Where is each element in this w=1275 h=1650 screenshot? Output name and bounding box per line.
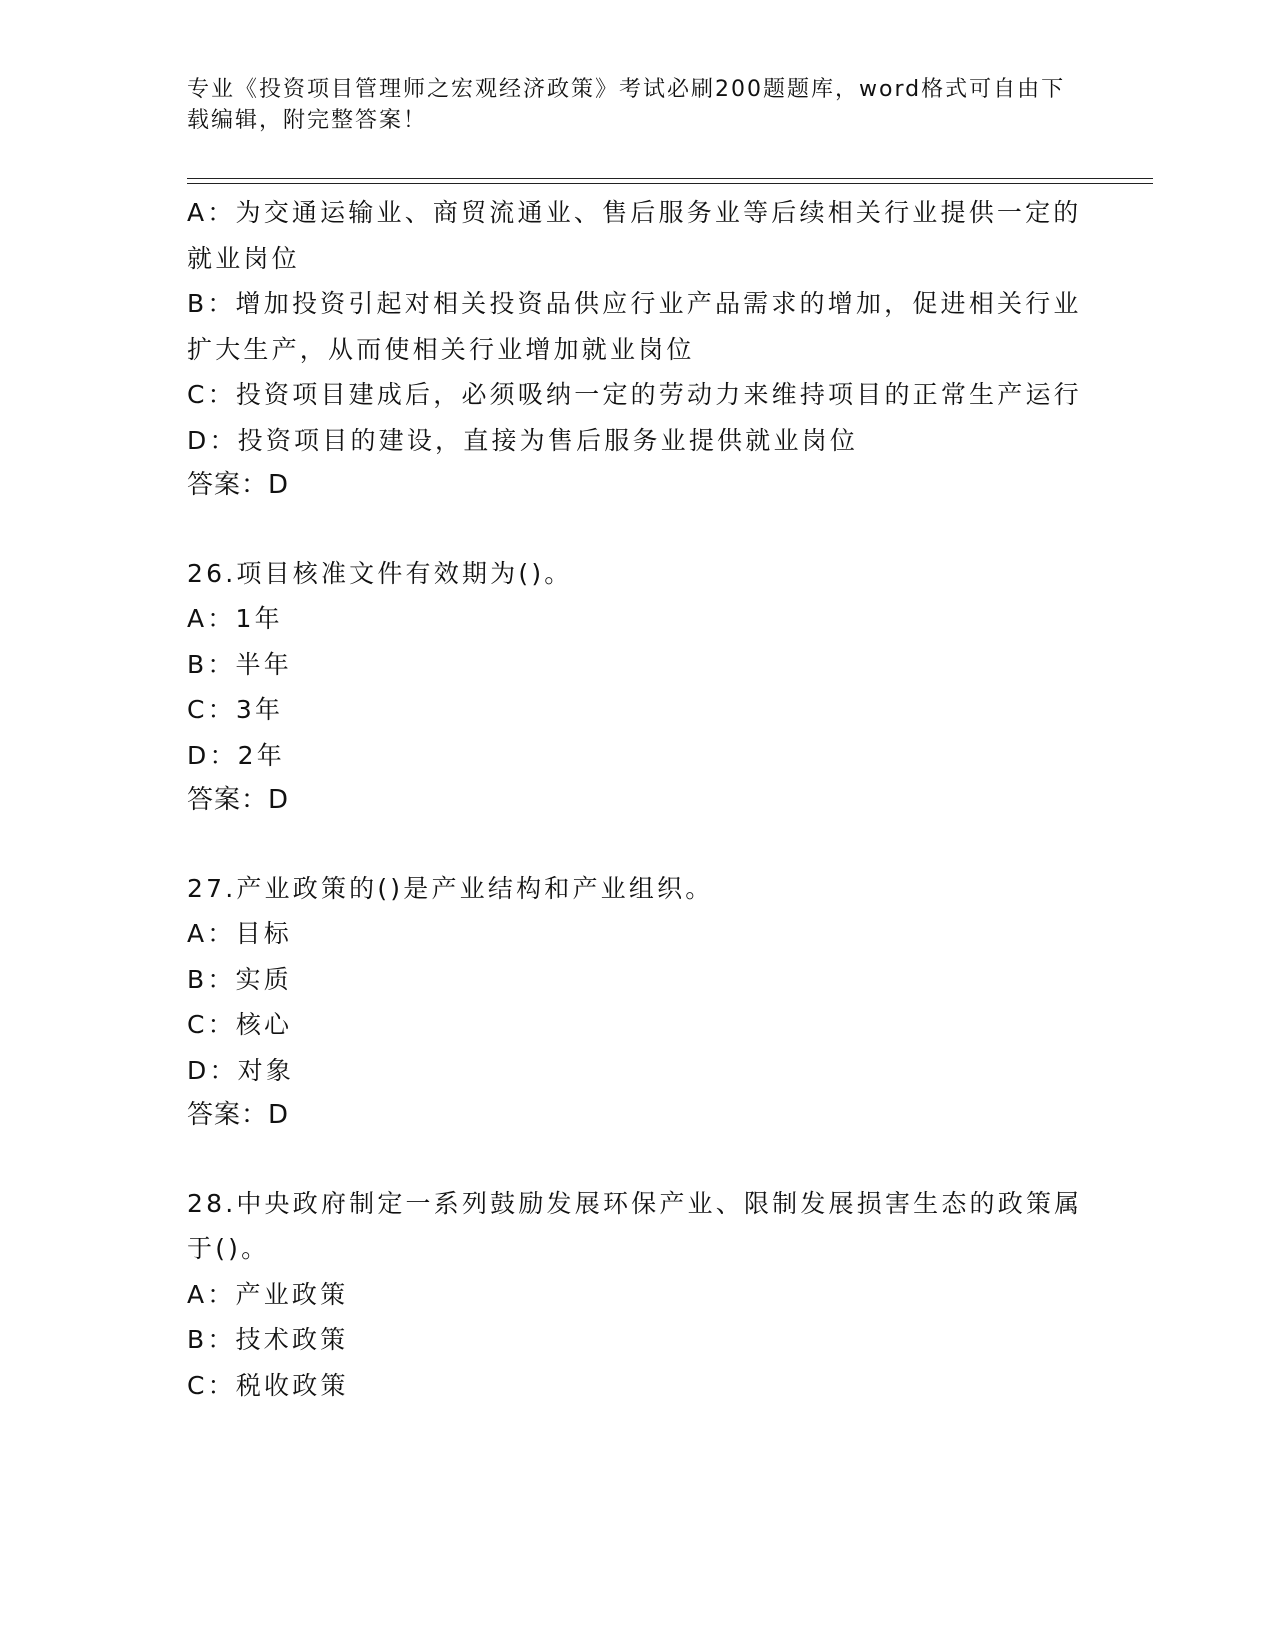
question-block-25 [187,190,1087,509]
option-a: A：目标 [187,919,292,948]
block-spacer [187,824,1087,866]
option-c: C：投资项目建成后，必须吸纳一定的劳动力来维持项目的正常生产运行 [187,380,1082,409]
option-b: B：增加投资引起对相关投资品供应行业产品需求的增加，促进相关行业扩大生产，从而使相关行业增加就业岗位 [187,289,1082,364]
question-text: 26.项目核准文件有效期为()。 [187,558,573,588]
answer-text: 答案：D [187,785,290,815]
answer-text: 答案：D [187,470,290,500]
option-b: B：半年 [187,649,292,679]
option-b: B：实质 [187,964,292,994]
option-a: A：为交通运输业、商贸流通业、售后服务业等后续相关行业提供一定的就业岗位 [187,198,1082,273]
question-block-27 [187,866,1087,1139]
document-header: 专业《投资项目管理师之宏观经济政策》考试必刷200题题库，word格式可自由下载编辑，附完整答案！ [187,77,1066,133]
option-d: D：对象 [187,1055,295,1085]
option-d: D：投资项目的建设，直接为售后服务业提供就业岗位 [187,425,859,455]
block-spacer [187,509,1087,551]
header-divider [187,178,1153,184]
answer-text: 答案：D [187,1100,290,1130]
option-a: A：产业政策 [187,1279,349,1309]
question-list [187,190,1087,1408]
question-text: 28.中央政府制定一系列鼓励发展环保产业、限制发展损害生态的政策属于()。 [187,1188,1083,1263]
option-b: B：技术政策 [187,1325,349,1354]
option-c: C：税收政策 [187,1370,349,1400]
block-spacer [187,1139,1087,1181]
option-d: D：2年 [187,740,285,770]
question-text: 27.产业政策的()是产业结构和产业组织。 [187,873,714,903]
question-block-28 [187,1181,1087,1409]
option-a: A：1年 [187,604,283,633]
question-block-26 [187,551,1087,824]
option-c: C：3年 [187,695,284,724]
option-c: C：核心 [187,1010,293,1039]
